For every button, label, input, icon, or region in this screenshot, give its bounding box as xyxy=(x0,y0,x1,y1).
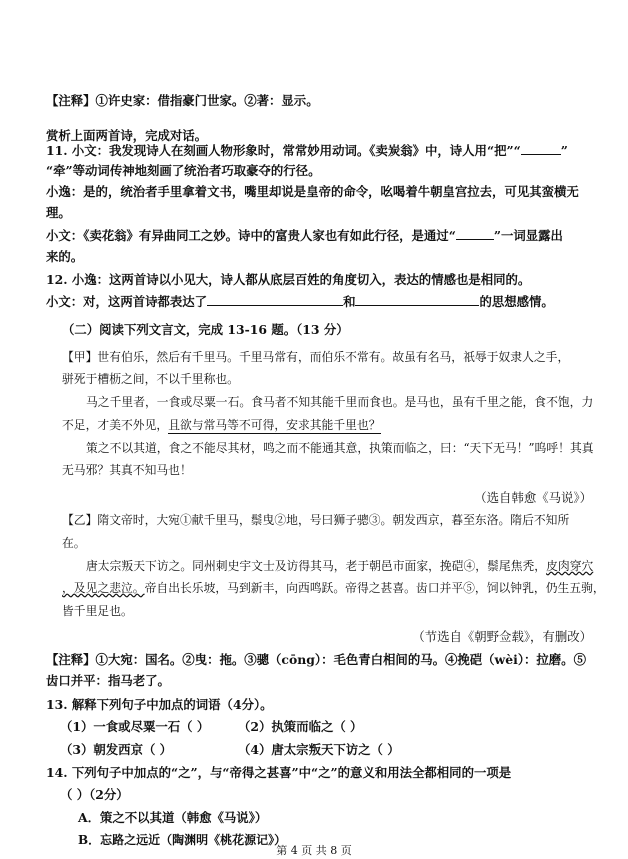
q13-item-2: （2）执策而临之（ ） xyxy=(238,719,363,734)
yi-p2-text: 唐太宗叛天下访之。同州刺史宇文士及访得其马，老于朝邑市面家，挽硙④，鬃尾焦秃， xyxy=(86,559,547,573)
page-footer: 第 4 页 共 8 页 xyxy=(276,844,352,857)
jia-p2-text: 不足，才美不外见， xyxy=(62,418,169,432)
notes-1: 【注释】①许史家：借指豪门世家。②著：显示。 xyxy=(46,93,319,108)
q12-line-1: 12. 小逸：这两首诗以小见大，诗人都从底层百姓的角度切入，表达的情感也是相同的。 xyxy=(46,272,531,287)
notes-2-line-2: 齿口并平：指马老了。 xyxy=(46,673,170,688)
yi-p2-line-3: 皆千里足也。 xyxy=(62,604,133,618)
section-2-heading: （二）阅读下列文言文，完成 13-16 题。（13 分） xyxy=(62,322,349,337)
yi-p1-line-2: 在。 xyxy=(62,536,86,550)
jia-p1-line-2: 骈死于槽枥之间，不以千里称也。 xyxy=(62,372,239,386)
yi-p1-line-1: 【乙】隋文帝时，大宛①献千里马，鬃曳②地，号曰狮子骢③。朝发西京，暮至东洛。隋后不知所 xyxy=(62,513,570,527)
yi-wavy-phrase-1: 皮肉穿穴 xyxy=(546,559,594,573)
q11-line-2: “牵”等动词传神地刻画了统治者巧取豪夺的行径。 xyxy=(46,163,321,178)
q11-blank-2[interactable] xyxy=(456,228,494,240)
q11-line-3: 小逸：是的，统治者手里拿着文书，嘴里却说是皇帝的命令，吆喝着牛朝皇宫拉去，可见其蛮横无 xyxy=(46,184,579,199)
q12-blank-2[interactable] xyxy=(355,294,479,306)
q11-line-4: 理。 xyxy=(46,205,71,220)
jia-underlined-sentence: 且欲与常马等不可得，安求其能千里也？ xyxy=(168,418,381,432)
yi-p2-line-1 xyxy=(86,558,593,574)
q12-line-2 xyxy=(46,294,554,310)
yi-wavy-phrase-2: ，及见之悲泣。 xyxy=(62,581,145,595)
q13-item-1: （1）一食或尽粟一石（ ） xyxy=(60,719,210,734)
q14-option-b: B．忘路之远近（陶渊明《桃花源记》） xyxy=(78,833,287,847)
q14-answer-paren: （ ）（2分） xyxy=(60,787,129,802)
q14-option-a: A．策之不以其道（韩愈《马说》） xyxy=(78,810,268,825)
q11-text-5a: 小文：《卖花翁》有异曲同工之妙。诗中的富贵人家也有如此行径，是通过“ xyxy=(46,228,456,243)
q11-text-5b: ”一词显露出 xyxy=(493,228,563,243)
jia-p3-line-2: 无马邪？其真不知马也！ xyxy=(62,463,192,477)
jia-p3-line-1: 策之不以其道，食之不能尽其材，鸣之而不能通其意，执策而临之，曰：“天下无马！”呜呼！其真 xyxy=(86,441,594,455)
q12-blank-1[interactable] xyxy=(207,294,343,306)
q13-item-3: （3）朝发西京（ ） xyxy=(60,742,173,757)
q12-text-2b: 和 xyxy=(343,294,356,309)
q11-text-1a: 11. 小文：我发现诗人在刻画人物形象时，常常妙用动词。《卖炭翁》中，诗人用“把”“ xyxy=(46,143,521,158)
q13-item-4: （4）唐太宗叛天下访之（ ） xyxy=(238,742,400,757)
q14-title: 14. 下列句子中加点的“之”，与“帝得之甚喜”中“之”的意义和用法全都相同的一项是 xyxy=(46,765,512,780)
notes-2-line-1: 【注释】①大宛：国名。②曳：拖。③骢（cōng）：毛色青白相间的马。④挽硙（wèi）：拉磨。⑤ xyxy=(46,652,586,667)
jia-p2-line-2 xyxy=(62,417,381,434)
q11-blank-1[interactable] xyxy=(521,143,561,155)
jia-p2-line-1: 马之千里者，一食或尽粟一石。食马者不知其能千里而食也。是马也，虽有千里之能，食不饱，力 xyxy=(86,395,594,409)
jia-source: （选自韩愈《马说》） xyxy=(474,490,592,505)
yi-p2-text-2: 帝自出长乐坡，马到新丰，向西鸣跃。帝得之甚喜。齿口并平⑤，饲以钟乳，仍生五驹， xyxy=(144,581,605,595)
q12-text-2a: 小文：对，这两首诗都表达了 xyxy=(46,294,208,309)
q12-text-2c: 的思想感情。 xyxy=(479,294,554,309)
yi-p2-line-2 xyxy=(62,580,605,596)
q11-line-1 xyxy=(46,143,568,159)
jia-p1-line-1: 【甲】世有伯乐，然后有千里马。千里马常有，而伯乐不常有。故虽有名马，祇辱于奴隶人之手， xyxy=(62,350,570,364)
q11-text-1b: ” xyxy=(560,143,568,158)
yi-source: （节选自《朝野佥载》，有删改） xyxy=(412,629,592,644)
q11-line-5 xyxy=(46,228,563,244)
dialogue-intro: 赏析上面两首诗，完成对话。 xyxy=(46,128,208,143)
q13-title: 13. 解释下列句子中加点的词语（4分）。 xyxy=(46,697,273,712)
q11-line-6: 来的。 xyxy=(46,249,84,264)
